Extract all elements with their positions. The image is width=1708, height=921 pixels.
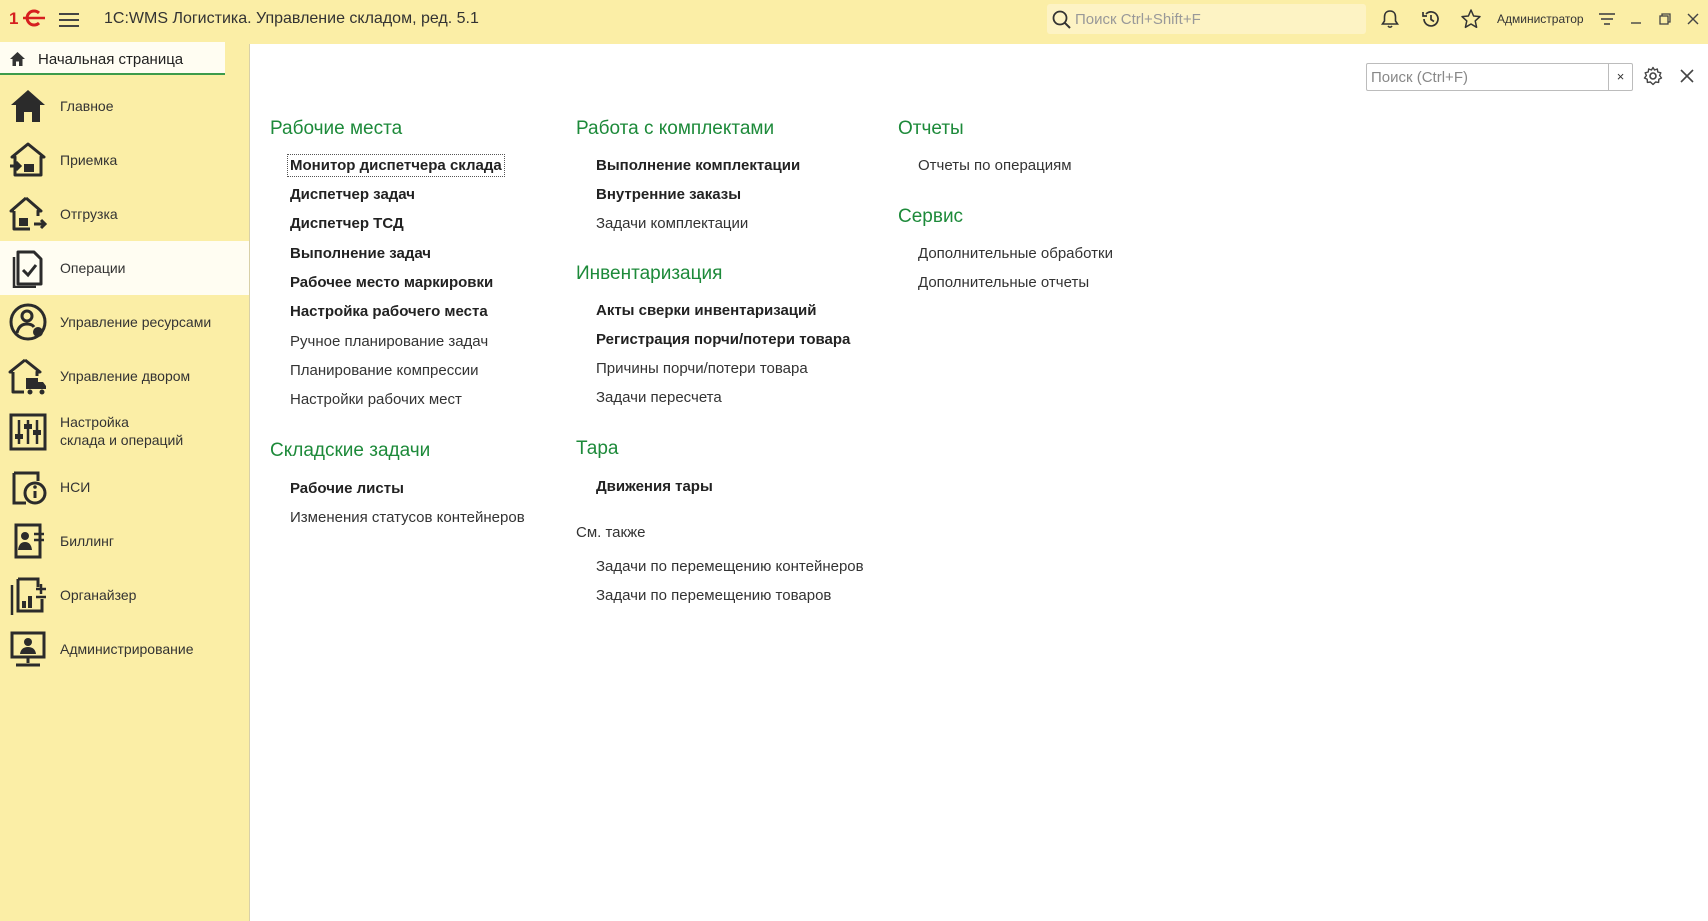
close-icon[interactable] bbox=[1678, 67, 1696, 85]
resources-user-icon bbox=[8, 302, 48, 342]
1c-logo-icon bbox=[9, 8, 45, 28]
link-kitting-tasks[interactable]: Задачи комплектации bbox=[596, 215, 749, 232]
search-icon bbox=[1052, 10, 1072, 30]
main-menu-button[interactable] bbox=[58, 9, 80, 29]
bell-icon[interactable] bbox=[1379, 8, 1401, 30]
global-search-box[interactable] bbox=[1047, 4, 1366, 34]
sidebar-item-main[interactable] bbox=[0, 79, 249, 133]
favorites-star-icon[interactable] bbox=[1460, 8, 1482, 30]
link-task-execution[interactable]: Выполнение задач bbox=[290, 245, 432, 262]
organizer-chart-icon bbox=[8, 575, 48, 615]
panel-search-box[interactable] bbox=[1366, 63, 1633, 91]
sidebar-item-operations[interactable] bbox=[0, 241, 249, 295]
house-icon bbox=[8, 86, 48, 126]
link-internal-orders[interactable]: Внутренние заказы bbox=[596, 186, 742, 203]
section-title: Отчеты bbox=[898, 118, 964, 139]
minimize-icon[interactable] bbox=[1627, 10, 1645, 28]
sidebar-item-label: Главное bbox=[60, 98, 114, 114]
link-damage-loss-registration[interactable]: Регистрация порчи/потери товара bbox=[596, 331, 851, 348]
link-inventory-reconciliation-acts[interactable]: Акты сверки инвентаризаций bbox=[596, 302, 817, 319]
link-recount-tasks[interactable]: Задачи пересчета bbox=[596, 389, 722, 406]
section-title: Тара bbox=[576, 438, 619, 459]
sidebar-item-label: Операции bbox=[60, 260, 126, 276]
link-additional-processing[interactable]: Дополнительные обработки bbox=[918, 245, 1113, 262]
link-worksheets[interactable]: Рабочие листы bbox=[290, 480, 404, 497]
sidebar-item-label: Управление ресурсами bbox=[60, 314, 212, 330]
sidebar-item-label: Приемка bbox=[60, 152, 118, 168]
see-also-title: См. также bbox=[576, 524, 646, 541]
app-title: 1С:WMS Логистика. Управление складом, ред. 5.1 bbox=[104, 10, 479, 27]
gear-icon[interactable] bbox=[1643, 66, 1663, 86]
link-workplace-setup[interactable]: Настройка рабочего места bbox=[290, 303, 488, 320]
sidebar-item-label: Управление двором bbox=[60, 368, 191, 384]
link-tsd-dispatcher[interactable]: Диспетчер ТСД bbox=[290, 215, 404, 232]
section-title: Сервис bbox=[898, 206, 964, 227]
section-title: Складские задачи bbox=[270, 440, 431, 461]
receiving-icon bbox=[8, 140, 48, 180]
sidebar-item-label: НСИ bbox=[60, 479, 91, 495]
section-title: Рабочие места bbox=[270, 118, 403, 139]
link-damage-loss-reasons[interactable]: Причины порчи/потери товара bbox=[596, 360, 808, 377]
link-goods-move-tasks[interactable]: Задачи по перемещению товаров bbox=[596, 587, 832, 604]
svg-text:1: 1 bbox=[9, 9, 19, 28]
close-window-icon[interactable] bbox=[1684, 10, 1702, 28]
info-document-icon bbox=[8, 467, 48, 507]
link-operation-reports[interactable]: Отчеты по операциям bbox=[918, 157, 1072, 174]
shipping-icon bbox=[8, 194, 48, 234]
user-name[interactable]: Администратор bbox=[1497, 12, 1584, 26]
sidebar-item-resources[interactable] bbox=[0, 295, 249, 349]
section-title: Работа с комплектами bbox=[576, 118, 775, 139]
link-container-movements[interactable]: Движения тары bbox=[596, 478, 713, 495]
link-additional-reports[interactable]: Дополнительные отчеты bbox=[918, 274, 1090, 291]
link-container-move-tasks[interactable]: Задачи по перемещению контейнеров bbox=[596, 558, 864, 575]
sidebar-item-label: Биллинг bbox=[60, 533, 115, 549]
global-search-input[interactable] bbox=[1075, 8, 1360, 30]
yard-truck-icon bbox=[8, 356, 48, 396]
tab-home-page[interactable] bbox=[0, 42, 225, 75]
sidebar-item-administration[interactable] bbox=[0, 622, 249, 676]
sidebar-item-label-line2: склада и операций bbox=[60, 432, 184, 448]
sidebar-item-nsi[interactable] bbox=[0, 460, 249, 514]
link-workplace-settings[interactable]: Настройки рабочих мест bbox=[290, 391, 462, 408]
link-marking-workplace[interactable]: Рабочее место маркировки bbox=[290, 274, 494, 291]
sidebar-item-billing[interactable] bbox=[0, 514, 249, 568]
operations-document-icon bbox=[8, 248, 48, 288]
link-task-dispatcher[interactable]: Диспетчер задач bbox=[290, 186, 415, 203]
clear-search-button[interactable]: × bbox=[1608, 64, 1632, 90]
admin-monitor-icon bbox=[8, 629, 48, 669]
restore-icon[interactable] bbox=[1656, 10, 1674, 28]
link-manual-task-planning[interactable]: Ручное планирование задач bbox=[290, 333, 489, 350]
sidebar-item-warehouse-settings[interactable] bbox=[0, 403, 249, 460]
link-kitting-execution[interactable]: Выполнение комплектации bbox=[596, 157, 801, 174]
sidebar-item-organizer[interactable] bbox=[0, 568, 249, 622]
sections-sidebar bbox=[0, 38, 249, 921]
billing-document-icon bbox=[8, 521, 48, 561]
link-compression-planning[interactable]: Планирование компрессии bbox=[290, 362, 479, 379]
home-tab-label: Начальная страница bbox=[38, 51, 184, 68]
title-bar bbox=[0, 0, 1708, 38]
sidebar-item-label: Администрирование bbox=[60, 641, 194, 657]
section-panel bbox=[249, 44, 1708, 921]
settings-menu-icon[interactable] bbox=[1596, 8, 1618, 30]
settings-sliders-icon bbox=[8, 412, 48, 452]
sidebar-item-label: Отгрузка bbox=[60, 206, 118, 222]
history-icon[interactable] bbox=[1420, 8, 1442, 30]
sidebar-item-label-line1: Настройка bbox=[60, 414, 129, 430]
sidebar-item-yard[interactable] bbox=[0, 349, 249, 403]
panel-search-input[interactable] bbox=[1371, 67, 1605, 87]
link-warehouse-dispatcher-monitor[interactable]: Монитор диспетчера склада bbox=[290, 157, 502, 174]
link-container-status-changes[interactable]: Изменения статусов контейнеров bbox=[290, 509, 525, 526]
section-title: Инвентаризация bbox=[576, 263, 723, 284]
home-icon bbox=[9, 51, 26, 67]
sidebar-item-shipping[interactable] bbox=[0, 187, 249, 241]
sidebar-item-label: Органайзер bbox=[60, 587, 137, 603]
sidebar-item-receiving[interactable] bbox=[0, 133, 249, 187]
